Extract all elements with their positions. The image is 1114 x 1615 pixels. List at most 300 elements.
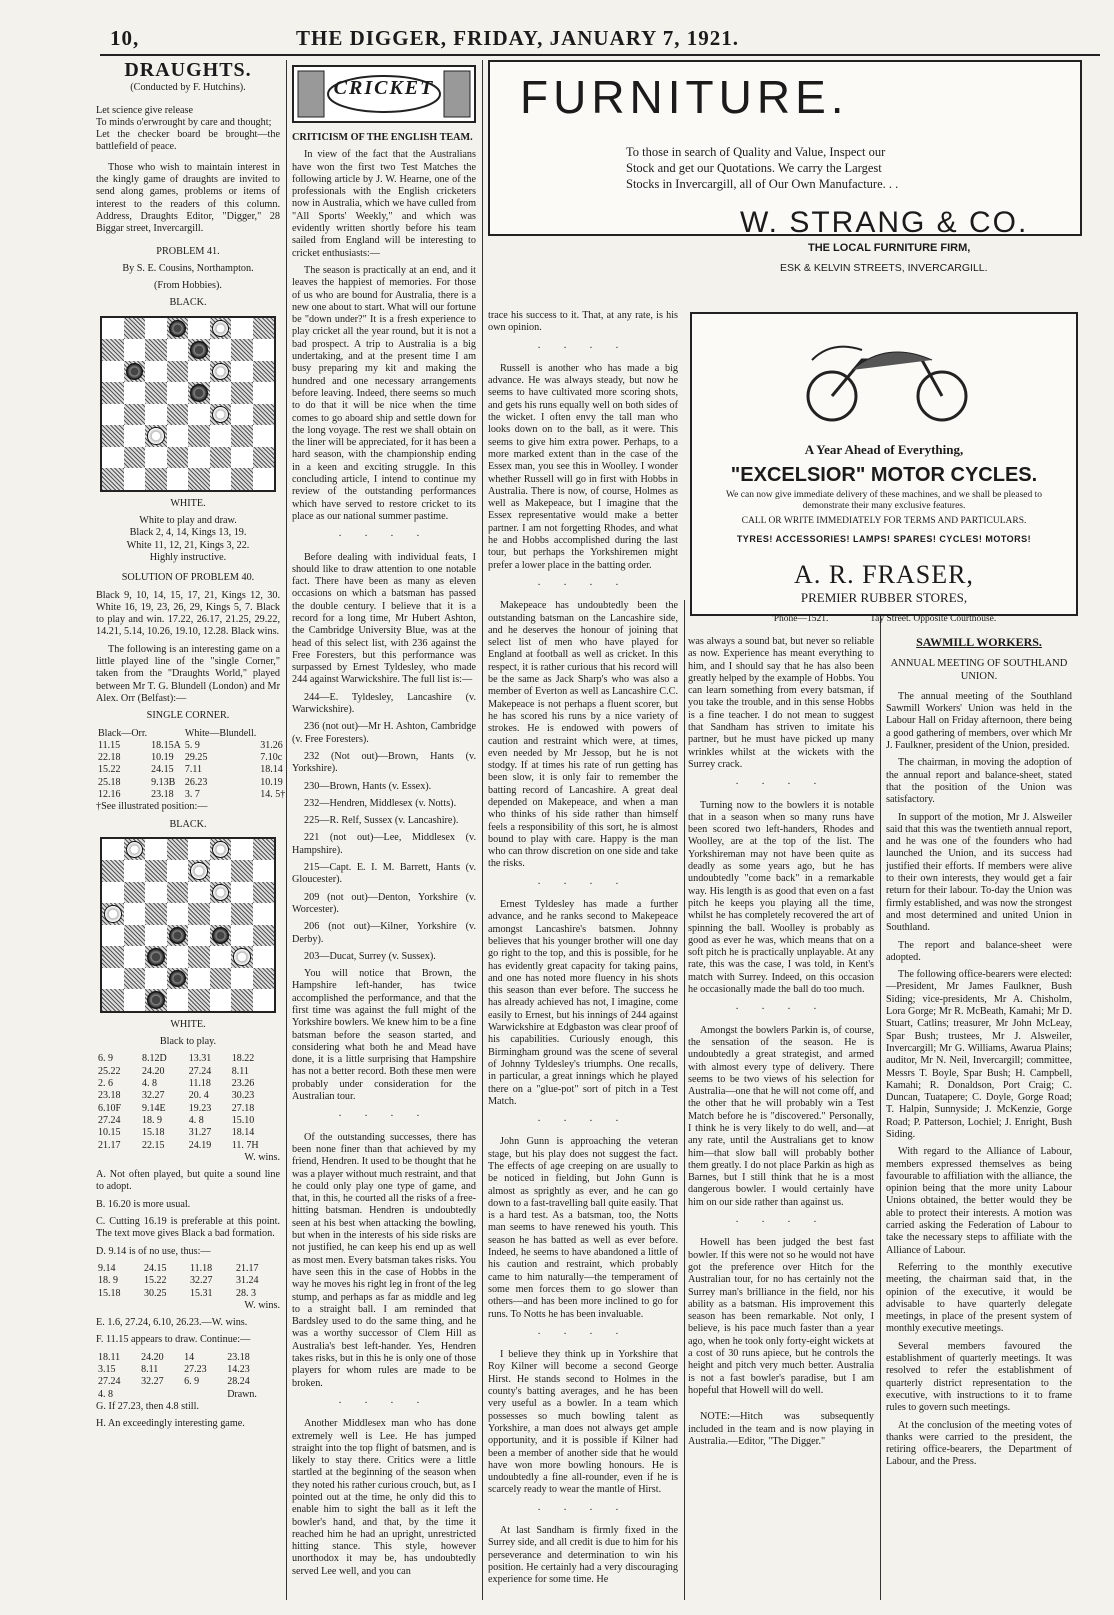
list-item: 244—E. Tyldesley, Lancashire (v. Warwickshire). (292, 691, 476, 716)
table-cell: 24.15 (144, 1262, 167, 1274)
board-square (231, 361, 253, 383)
table-row (96, 1275, 280, 1287)
board-square (102, 968, 124, 990)
board-square (102, 468, 124, 490)
table-row (96, 1103, 280, 1115)
table-cell: 24.15 (151, 764, 174, 776)
table-cell: 9.14 (98, 1262, 116, 1274)
cricket-paragraph: Of the outstanding successes, there has been none finer than that achieved by my friend, Hendren. It used to be thought that he was a player without much restraint, and that he could only play one type of game, and that, in this, he courted all the risks of a free-hitting batsman. Hendren is undoubtedly seen at his best when attacking the bowling, but when in the interests of his side risks are not justified, he can keep his end up as well as most men. Every batsman takes risks. You have seen this in the case of Hobbs in the way he moves his right leg in front of the leg stump, and perhaps as far as middle and leg to a straight ball. I am reminded that Bardsley used to do the same thing, and he was a worthy successor of Clem Hill as Australia's best left-hander. Yes, Hendren takes risks, but in this he is only one of those players for whom rules are made to be broken. (292, 1131, 476, 1389)
board-square (124, 382, 146, 404)
fraser-address: Tay Street. Opposite Courthouse. (870, 614, 997, 624)
newspaper-title: THE DIGGER, FRIDAY, JANUARY 7, 1921. (296, 26, 740, 50)
cricket-paragraph: Another Middlesex man who has done extremely well is Lee. He has jumped straight into the top flight of batsmen, and is likely to stay there. Critics were a little startled at the beginning of the season when they noted his rather curious crouch, but, as I pointed out at the time, he only did this to enable him to sight the ball as it left the bowler's hand, and that, by the time it reached him he had an upright, unrestricted hitting stance. This style, however unorthodox it may be, has undoubtedly served Lee well, and you can (292, 1418, 476, 1577)
board-square (188, 860, 210, 882)
board-square (124, 404, 146, 426)
table-row (96, 1389, 280, 1401)
draughts-board-problem (100, 316, 276, 492)
motor-cycles-ad (690, 312, 1078, 616)
board-square (253, 447, 275, 469)
table-cell: 18. 9 (98, 1275, 118, 1287)
board-square (253, 839, 275, 861)
problem-source: (From Hobbies). (154, 280, 222, 292)
table-cell: 15.18 (142, 1127, 165, 1139)
table-row (96, 752, 287, 764)
cricket-paragraph: Russell is another who has made a big advance. He was always steady, but now he seems to have cultivated more scoring shots, and gets his runs equally well on both sides of the wicket. I often envy the tall man who looks down on to the ball, as it were. This seems to give him extra power. Perhaps, to a more marked extent than in the case of the Essex man, you see this in Woolley. I wonder whether Russell will go in first with Hobbs in Australia. There is now, of course, Holmes as well as Makepeace, but I imagine that the Essex representative would make a better partner. I am not forgetting Rhodes, and what he and Hobbs accomplished during the last tour, but perhaps the Yorkshiremen might prefer a lower place in the batting order. (488, 362, 678, 571)
board-square (124, 425, 146, 447)
board-square (145, 468, 167, 490)
table-cell: 25.22 (98, 1065, 121, 1077)
board-square (253, 468, 275, 490)
white-piece-icon (104, 905, 122, 923)
problem-title: PROBLEM 41. (156, 245, 220, 257)
board-square (167, 989, 189, 1011)
board-square (145, 882, 167, 904)
board-square (188, 447, 210, 469)
white-wins: W. wins. (244, 1151, 280, 1163)
board-square (102, 339, 124, 361)
board-square (231, 404, 253, 426)
note-g: G. If 27.23, then 4.8 still. (96, 1400, 199, 1412)
board-square (188, 989, 210, 1011)
black-piece-icon (169, 320, 187, 338)
board-square (102, 925, 124, 947)
separator-dots: · · · · (735, 779, 827, 791)
list-item: 215—Capt. E. I. M. Barrett, Hants (v. Gloucester). (292, 862, 476, 886)
column-divider (482, 60, 483, 1600)
board-square (167, 339, 189, 361)
board-square (210, 882, 232, 904)
board-square (102, 318, 124, 340)
sawmill-heading: SAWMILL WORKERS. (916, 635, 1042, 649)
board-square (188, 839, 210, 861)
board-square (188, 404, 210, 426)
sawmill-paragraph: With regard to the Alliance of Labour, members expressed themselves as being favourable to affiliation with the alliance, the opinion being that the more unity Labour Unions obtained, the better would they be able to protect their interests. A motion was carried asking the Federation of Labour to take the necessary steps to affiliate with the Alliance of Labour. (886, 1146, 1072, 1256)
sawmill-paragraph: The report and balance-sheet were adopted. (886, 939, 1072, 963)
board-square (188, 382, 210, 404)
board-square (145, 339, 167, 361)
column-divider (880, 600, 881, 1600)
table-row (96, 728, 287, 740)
table-cell: 6. 9 (98, 1053, 113, 1065)
table-row (96, 789, 287, 801)
table-cell: 22.18 (98, 752, 121, 764)
board-square (210, 318, 232, 340)
note-d: D. 9.14 is of no use, thus:— (96, 1245, 211, 1257)
board-square (210, 339, 232, 361)
cricket-paragraph: was always a sound bat, but never so reliable as now. Experience has meant everything to him, and I should say that he has also been greatly helped by the example of Hobbs. You can learn something from every batsman, if you take the trouble, and in this sense Hobbs is a fine teacher. I do not mean to suggest that Sandham has striven to imitate his partner, but he must have picked up many wrinkles whilst at the wickets with the Surrey crack. (688, 636, 874, 770)
list-item: 230—Brown, Hants (v. Essex). (304, 780, 432, 792)
board-square (231, 925, 253, 947)
table-cell: 18. 9 (142, 1114, 162, 1126)
board-square (145, 382, 167, 404)
board-square (102, 989, 124, 1011)
table-cell: 10.19 (151, 752, 174, 764)
board-square (102, 903, 124, 925)
note-e: E. 1.6, 27.24, 6.10, 26.23.—W. wins. (96, 1317, 248, 1329)
board-square (102, 425, 124, 447)
masthead (110, 26, 1010, 52)
table-row (96, 1078, 280, 1090)
table-cell: 23.18 (227, 1351, 250, 1363)
draughts-conducted: (Conducted by F. Hutchins). (130, 82, 246, 94)
table-row (96, 1288, 280, 1300)
list-item: 209 (not out)—Denton, Yorkshire (v. Worcester). (292, 891, 476, 915)
table-row (96, 740, 287, 752)
table-cell: 11.18 (188, 1078, 211, 1090)
board2-black-label: BLACK. (169, 818, 207, 830)
table-cell: 5. 9 (184, 739, 200, 751)
list-item: 206 (not out)—Kilner, Yorkshire (v. Derby). (292, 921, 476, 945)
board-square (253, 946, 275, 968)
game-moves-table (96, 728, 287, 802)
black-piece-icon (190, 341, 208, 359)
separator-dots: · · · · (338, 1111, 430, 1123)
cricket-logo (292, 62, 476, 126)
table-row (96, 1053, 280, 1065)
board-square (253, 968, 275, 990)
list-item: 232 (Not out)—Brown, Hants (v. Yorkshire). (292, 750, 476, 775)
furniture-line: Stocks in Invercargill, all of Our Own Manufacture. . . (626, 177, 899, 191)
note-d-table (96, 1263, 280, 1300)
cricket-paragraph: You will notice that Brown, the Hampshire left-hander, has twice accomplished the performance, and that the first time was against the full might of the Yorkshire bowlers. We knew him to be a fine batsman before the season started, and considering what both he and Mead have done, it is a little surprising that Hampshire has not a better record. Both these men were probably under consideration for the Australian tour. (292, 968, 476, 1103)
board-square (188, 882, 210, 904)
board-square (188, 339, 210, 361)
board-square (188, 903, 210, 925)
board-square (210, 382, 232, 404)
board-square (231, 839, 253, 861)
table-header-cell: Black—Orr. (98, 727, 148, 739)
table-row (96, 1115, 280, 1127)
board-square (231, 425, 253, 447)
table-header-cell: White—Blundell. (184, 727, 257, 739)
board-square (124, 318, 146, 340)
note-h: H. An exceedingly interesting game. (96, 1418, 245, 1430)
table-cell (182, 1389, 225, 1401)
draughts-intro: Those who wish to maintain interest in the kingly game of draughts are invited to send along games, problems or items of interest to the readers of this column. Address, Draughts Editor, "Digger," 28 Biggar street, Invercargill. (96, 161, 280, 235)
table-cell: 15.18 (98, 1287, 121, 1299)
separator-dots: · · · · (537, 342, 629, 354)
table-cell: 11. 7H (231, 1139, 259, 1151)
table-cell: 9.13B (151, 776, 176, 788)
table-cell: 25.18 (98, 776, 121, 788)
board-square (145, 989, 167, 1011)
furniture-line: To those in search of Quality and Value, Inspect our (626, 145, 886, 159)
board-square (124, 989, 146, 1011)
table-cell: 4. 8 (188, 1114, 204, 1126)
board-square (124, 447, 146, 469)
board-square (210, 361, 232, 383)
editor-note: NOTE:—Hitch was subsequently included in the team and is now playing in Australia.—Editor, "The Digger." (688, 1411, 874, 1447)
table-cell: 11.15 (98, 739, 121, 751)
table-cell: 8.11 (231, 1065, 249, 1077)
sawmill-paragraph: The annual meeting of the Southland Sawmill Workers' Union was held in the Labour Hall on Friday afternoon, there being a good gathering of members, over which Mr J. Faulkner, president of the Union, presided. (886, 690, 1072, 752)
motorcycle-icon (792, 330, 982, 428)
board-square (102, 404, 124, 426)
cricket-logo-text: CRICKET (333, 77, 435, 99)
board-square (102, 946, 124, 968)
table-cell: 9.14E (142, 1102, 166, 1114)
board-square (253, 989, 275, 1011)
furniture-title: FURNITURE. (520, 71, 849, 123)
table-cell: 23.18 (98, 1090, 121, 1102)
cricket-paragraph: Amongst the bowlers Parkin is, of course, the sensation of the season. He is undoubtedly a great strategist, and armed with almost every type of delivery. There seems to be two views of his selection for Australia—one that he will not come off, and the other that he will probably win a Test Match before he is "discovered." Personally, I think he is very likely to do well, and—at any rate, until the Australians get to know him—that slow ball will probably bother them greatly. I do not place Parkin as high as Barnes, but I still think that he is a most dangerous bowler. I would certainly have him on our side rather than against us. (688, 1024, 874, 1208)
sawmill-paragraph: The following office-bearers were elected:—President, Mr James Faulkner, Bush Siding; vice-presidents, Mr A. Chisholm, Lora Gorge; Mr R. McBeath, Kamahi; Mr D. Stuart, Catlins; treasurer, Mr John McLeay, Spar Bush; trustees, Mr J. Alsweiler, Invercargill; Mr G. Williams, Awarua Plains; auditor, Mr N. Neil, Invercargill; committee, Messrs T. Boyle, Spar Bush; H. Campbell, Kamahi; R. Donaldson, Port Craig; C. Duncan, Tuatapere; C. Doyle, Gorge Road; T. Halpin, Sunnyside; J. McKenzie, Gorge Road; P. Patterson, Lochiel; J. Enright, Bush Siding. (886, 969, 1072, 1140)
white-piece-icon (212, 884, 230, 902)
table-cell (139, 1389, 182, 1401)
table-cell: 31.24 (236, 1275, 259, 1287)
play-moves-table (96, 1053, 280, 1151)
motor-product: "EXCELSIOR" MOTOR CYCLES. (730, 464, 1038, 486)
board-square (124, 361, 146, 383)
masthead-rule (100, 54, 1100, 56)
board-square (124, 339, 146, 361)
board-square (210, 447, 232, 469)
sawmill-paragraph: In support of the motion, Mr J. Alsweiler said that this was the twentieth annual report, and he was one of the founders who had launched the Union, and its success had justified their efforts. If members were alive to their own interests, they would get a fair return for their labour. To-day the Union was firmly established, and was now the strongest and most determined and united Union in Southland. (886, 811, 1072, 934)
board-square (145, 946, 167, 968)
black-piece-icon (147, 991, 165, 1009)
table-row (96, 1127, 280, 1139)
board-square (124, 903, 146, 925)
cricket-paragraph: Makepeace has undoubtedly been the outstanding batsman on the Lancashire side, and he deserves the honour of joining that select list of men who have played for England at football as well as cricket. In this respect, it is rather curious that his record will be the same as Jack Sharp's who was also a member of Everton as well as Lancashire C.C. Makepeace is not perhaps a fluent scorer, but he has scored his runs by a nice variety of strokes. He is endowed with powers of caution and restraint which were, at times, even needed by Mr Jessop, but he is not stodgy. If at times his rate of run getting has been slow, it is only fair to remember the batting record of Lancashire. A great deal depended on Makepeace, and when a man who thinks of his side rather than himself feels a responsibility of this sort, he is almost bound to play with care. Happy is the man who can throw discretion on one side and take the risks. (488, 600, 678, 870)
board-square (167, 382, 189, 404)
cricket-paragraph: Ernest Tyldesley has made a further advance, and he ranks second to Makepeace amongst Lancashire's batsmen. Johnny believes that his younger brother will one day go right to the top, and this is possible, for he has evidently great capacity for taking pains, and one has noted more fluency in his shots this season than ever before. The success he has already achieved has not, I imagine, come easily to Ernest, but his innings of 244 against Warwickshire at Edgbaston was clear proof of his capabilities. Curiously enough, this Birmingham ground was the scene of several of Johnny Tyldesley's triumphs. One recalls, in particular, a great innings which he played there on a "glue-pot" sort of pitch in a Test Match. (488, 899, 678, 1107)
board-square (167, 404, 189, 426)
list-item: 225—R. Relf, Sussex (v. Lancashire). (304, 815, 459, 827)
board-square (167, 318, 189, 340)
draughts-column (96, 59, 286, 1602)
table-cell: 18.22 (231, 1053, 255, 1065)
white-piece-icon (212, 363, 230, 381)
board-square (124, 925, 146, 947)
white-piece-icon (233, 948, 251, 966)
board-square (188, 468, 210, 490)
board-square (210, 860, 232, 882)
table-cell: 19.23 (188, 1102, 212, 1114)
table-cell: 29.25 (184, 752, 208, 764)
board-square (145, 318, 167, 340)
separator-dots: · · · · (735, 1004, 827, 1016)
sawmill-subheading: ANNUAL MEETING OF SOUTHLAND UNION. (890, 658, 1068, 682)
table-cell: 27.24 (98, 1114, 121, 1126)
board-square (188, 361, 210, 383)
table-cell: 28.24 (227, 1376, 250, 1388)
table-row (96, 1066, 280, 1078)
furniture-sub1: THE LOCAL FURNITURE FIRM, (808, 242, 971, 254)
board-square (102, 839, 124, 861)
table-cell: 21.17 (98, 1139, 121, 1151)
board-square (167, 946, 189, 968)
board-square (145, 903, 167, 925)
table-cell: 30.25 (144, 1287, 167, 1299)
board-white-label: WHITE. (170, 497, 206, 509)
cricket-paragraph: In view of the fact that the Australians have won the first two Test Matches the following article by J. W. Hearne, one of the professionals with the English cricketers now in Australia, which we have culled from "All Sports' Weekly," and which was evidently written shortly before his team sailed from England will be interesting to cricket enthusiasts:— (292, 149, 476, 259)
table-row (96, 1364, 280, 1376)
sawmill-paragraph: At the conclusion of the meeting votes of thanks were carried to the president, the retiring office-bearers, the Department of Labour, and the Press. (886, 1419, 1072, 1468)
board-black-label: BLACK. (169, 297, 207, 309)
board-square (167, 860, 189, 882)
cricket-paragraph: I believe they think up in Yorkshire that Roy Kilner will become a second George Hirst. He stands second to Holmes in the county's batting averages, and he has been very useful as a bowler. In a team which possesses so much bowling talent as Yorkshire, a man does not always get ample opportunity, and it is possible if Kilner had been a member of another side that he would have won more bowling honours. He is undoubtedly a fine all-rounder, even if he is scarcely ready to wear the mantle of Hirst. (488, 1349, 678, 1496)
board-square (210, 425, 232, 447)
board-square (102, 361, 124, 383)
board-square (124, 839, 146, 861)
table-cell: 15.22 (144, 1275, 167, 1287)
table-cell: 11.18 (190, 1262, 213, 1274)
sawmill-column (886, 636, 1072, 1596)
table-cell: 26.23 (184, 776, 208, 788)
table-cell: 28. 3 (236, 1287, 256, 1299)
list-item: 232—Hendren, Middlesex (v. Notts). (304, 797, 457, 809)
separator-dots: · · · · (537, 878, 629, 890)
board-square (253, 339, 275, 361)
furniture-text (626, 144, 898, 192)
separator-dots: · · · · (537, 1328, 629, 1340)
sawmill-paragraph: The chairman, in moving the adoption of the annual report and balance-sheet, stated that the position of the Union was satisfactory. (886, 757, 1072, 806)
board-square (231, 339, 253, 361)
single-corner-title: SINGLE CORNER. (146, 710, 230, 722)
table-cell: 14.23 (227, 1364, 250, 1375)
fraser-store: PREMIER RUBBER STORES, (800, 590, 968, 605)
black-piece-icon (212, 927, 230, 945)
motor-call: CALL OR WRITE IMMEDIATELY FOR TERMS AND PARTICULARS. (741, 516, 1027, 526)
table-row (96, 764, 287, 776)
note-f-table (96, 1352, 280, 1401)
table-cell: 10.19 (260, 776, 283, 788)
table-cell: 18.15A (151, 739, 181, 751)
table-cell: 30.23 (231, 1090, 255, 1102)
board-square (210, 968, 232, 990)
black-piece-icon (169, 970, 187, 988)
list-item: 203—Ducat, Surrey (v. Sussex). (304, 950, 436, 962)
furniture-sub2: ESK & KELVIN STREETS, INVERCARGILL. (780, 262, 988, 274)
board-square (145, 968, 167, 990)
table-cell: 24.19 (188, 1139, 212, 1151)
table-row (96, 1376, 280, 1388)
table-cell: 31.27 (188, 1127, 212, 1139)
board-square (253, 860, 275, 882)
table-cell: 2. 6 (98, 1078, 113, 1090)
separator-dots: · · · · (537, 1116, 629, 1128)
white-piece-icon (212, 406, 230, 424)
table-cell: 8.12D (142, 1053, 167, 1065)
board-square (167, 425, 189, 447)
board-square (210, 839, 232, 861)
table-cell: 14. 5† (260, 788, 286, 800)
board-square (231, 318, 253, 340)
board-square (145, 839, 167, 861)
table-cell: 18.14 (231, 1127, 255, 1139)
solution-text: Black 9, 10, 14, 15, 17, 21, Kings 12, 30. White 16, 19, 23, 26, 29, Kings 5, 7. Black to play and win. 17.22, 26.17, 21.25, 29.22, 14.21, 5.14, 10.26, 19.10, 12.28. Black wins. (96, 589, 280, 638)
table-cell: 6.10F (98, 1102, 122, 1114)
board-square (231, 882, 253, 904)
black-to-play: Black to play. (159, 1036, 217, 1048)
draughts-board-position (100, 837, 276, 1013)
board-square (167, 925, 189, 947)
table-cell: 23.26 (231, 1078, 255, 1090)
game-intro: The following is an interesting game on a little played line of the "single Corner," taken from the "Draughts World," played between Mr T. G. Blundell (London) and Mr Alex. Orr (Belfast):— (96, 643, 280, 704)
table-row (96, 777, 287, 789)
game-note: †See illustrated position:— (96, 801, 208, 813)
board-square (145, 860, 167, 882)
table-cell: 23.18 (151, 788, 174, 800)
board-square (253, 361, 275, 383)
table-cell: Drawn. (227, 1388, 257, 1400)
cricket-paragraph: trace his success to it. That, at any rate, is his own opinion. (488, 310, 678, 334)
board-square (231, 903, 253, 925)
table-cell: 6. 9 (184, 1376, 200, 1388)
black-piece-icon (169, 927, 187, 945)
board-square (231, 447, 253, 469)
board-square (188, 946, 210, 968)
separator-dots: · · · · (537, 579, 629, 591)
sawmill-paragraph: Referring to the monthly executive meeting, the chairman said that, in the opinion of the executive, it would be advisable to have quarterly delegate meetings, in place of the present system of monthly executive meetings. (886, 1261, 1072, 1335)
board-square (231, 860, 253, 882)
cricket-paragraph: The season is practically at an end, and it leaves the happiest of memories. For those of us who are bound for Australia, there is a new one about to start. What will our fortune be "down under?" It is a fresh experience to play cricket all the year round, but it is not a bad prospect. A trip to Australia is a big undertaking, and at the present time I am busy preparing my kit and making the hundred and one necessary arrangements before leaving. Indeed, there seems so much to do that it will be nice when the time comes to go aboard ship and settle down for the long voyage. The rest we shall obtain on the liner will be appreciated, for it has been a hard season, with the championship ending in a keen and exciting struggle. In this concluding article, I intend to continue my review of the outstanding performances which have served to restore cricket to its place as our national summer pastime. (292, 264, 476, 522)
board-square (102, 882, 124, 904)
table-cell: 13.31 (188, 1053, 212, 1065)
board-square (188, 318, 210, 340)
board-square (167, 882, 189, 904)
table-cell: 10.15 (98, 1127, 121, 1139)
furniture-ad (488, 60, 1082, 239)
table-cell: 31.26 (260, 739, 283, 751)
board-square (167, 903, 189, 925)
table-cell: 20. 4 (188, 1090, 209, 1102)
note-a: A. Not often played, but quite a sound line to adopt. (96, 1169, 280, 1193)
cricket-paragraph: Howell has been judged the best fast bowler. If this were not so he would not have got the preference over Hitch for the Australian tour, for no has certainly not the Surrey man's brilliance in the field, nor his ability as a batsman. His improvement this season has been remarkable. Not only, I believe, is his pace much faster than a year ago, when he took only forty-eight wickets at a cost of 30 runs apiece, but he controls the height and pitch very much better. Australia is not a fast bowler's paradise, but I am hopeful that Howell will do well. (688, 1237, 874, 1396)
table-cell: 22.15 (142, 1139, 165, 1151)
separator-dots: · · · · (338, 531, 430, 543)
note-f: F. 11.15 appears to draw. Continue:— (96, 1334, 251, 1346)
black-piece-icon (147, 948, 165, 966)
fraser-company: A. R. FRASER, (794, 560, 974, 589)
white-piece-icon (212, 320, 230, 338)
board-square (167, 839, 189, 861)
table-row (96, 1352, 280, 1364)
separator-dots: · · · · (735, 1217, 827, 1229)
cricket-paragraph: Before dealing with individual feats, I should like to draw attention to one notable fact. There have been as many as eleven occasions on which a batsman has passed the double century. I believe that it is a record for a long time, Mr Hubert Ashton, the Cambridge University Blue, was at the head of this select list, with 236 against the Free Foresters, but this performance was surpassed by Ernest Tyldesley, who made 244 against Warwickshire. The full list is:— (292, 551, 476, 686)
furniture-company: W. STRANG & CO. (740, 206, 1029, 239)
table-row (96, 1090, 280, 1102)
board-square (188, 925, 210, 947)
note-b: B. 16.20 is more usual. (96, 1198, 191, 1210)
table-cell: 24.20 (142, 1065, 165, 1077)
table-cell: 32.27 (141, 1376, 164, 1388)
cricket-column-end (688, 636, 874, 1596)
board-square (102, 860, 124, 882)
furniture-line: Stock and get our Quotations. We carry the Largest (626, 161, 882, 175)
note-c: C. Cutting 16.19 is preferable at this point. The text move gives Black a bad formation. (96, 1216, 280, 1240)
board-square (253, 925, 275, 947)
board-square (231, 946, 253, 968)
table-cell: 12.16 (98, 788, 121, 800)
cricket-paragraph: John Gunn is approaching the veteran stage, but his play does not suggest the fact. The effects of age creeping on are usually to be noticed in fielding, but John Gunn is almost as sprightly as ever, and he can go down to a fast-travelling ball quite easily. That is a hard test. As a batsman, too, the Notts man seems to have renewed his youth. This season he has batted as well as ever before. Indeed, he seems to have abandoned a little of his caution and restraint, which probably came to him naturally—the temperament of some men forces them to go slower than others—and has been more inclined to go for runs. To Notts he has been invaluable. (488, 1136, 678, 1320)
table-cell: 18.14 (260, 764, 283, 776)
board-square (210, 468, 232, 490)
draughts-title: DRAUGHTS. (124, 59, 252, 81)
table-cell: 7.10c (260, 752, 283, 764)
table-cell: 15.22 (98, 764, 121, 776)
black-piece-icon (126, 363, 144, 381)
table-cell: 14 (184, 1351, 195, 1363)
solution-title: SOLUTION OF PROBLEM 40. (121, 572, 255, 584)
draughts-verse: Let science give release To minds o'erwrought by care and thought; Let the checker board be brought—the battlefield of peace. (96, 104, 280, 153)
table-cell: 27.18 (231, 1102, 255, 1114)
separator-dots: · · · · (537, 1504, 629, 1516)
board-square (145, 361, 167, 383)
white-piece-icon (190, 862, 208, 880)
board-square (124, 860, 146, 882)
table-row (96, 1263, 280, 1275)
